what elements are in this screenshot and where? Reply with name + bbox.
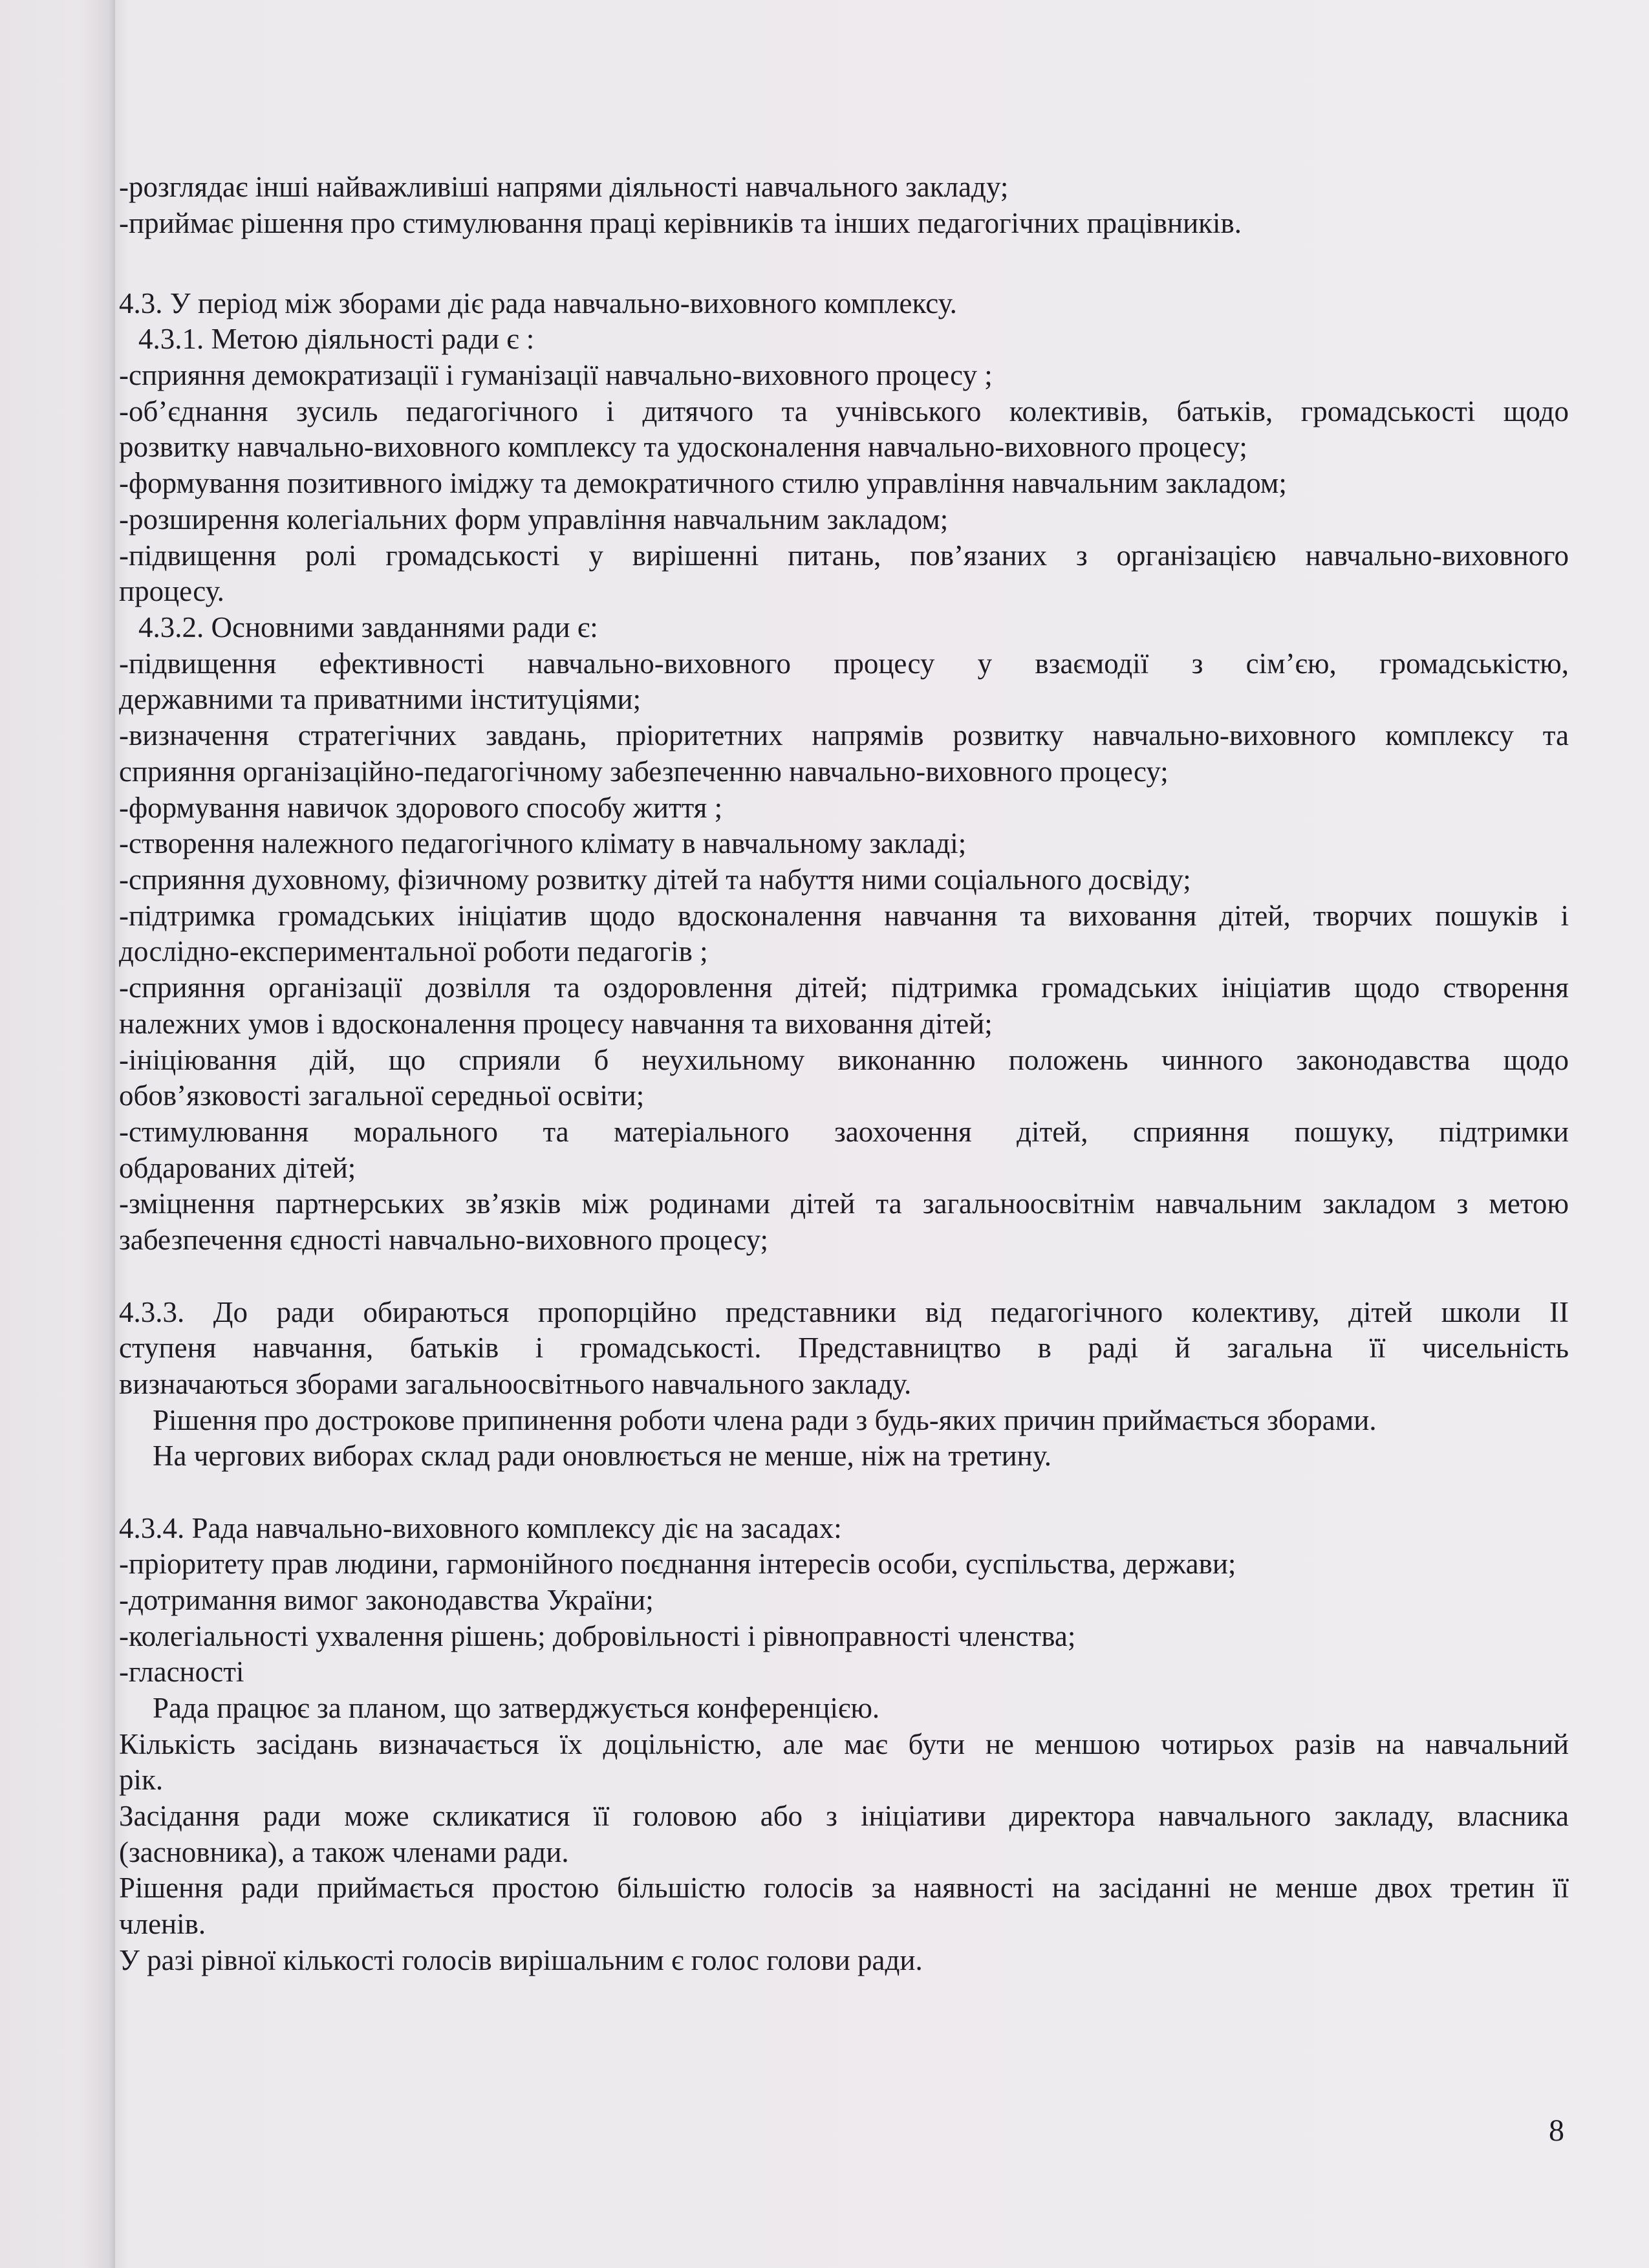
text-line: розвитку навчально-виховного комплексу та удосконалення навчально-виховного процесу; xyxy=(119,431,1247,463)
text-line: Рада працює за планом, що затверджується конференцією. xyxy=(153,1692,880,1724)
text-line: -створення належного педагогічного клімату в навчальному закладі; xyxy=(119,827,967,859)
text-line: -приймає рішення про стимулювання праці керівників та інших педагогічних працівників. xyxy=(119,207,1242,239)
text-line: рік. xyxy=(119,1764,164,1796)
text-line: -підтримка громадських ініціатив щодо вдосконалення навчання та виховання дітей, творчих пошуків і xyxy=(119,900,1569,932)
text-line: процесу. xyxy=(119,575,224,607)
text-line: (засновника), а також членами ради. xyxy=(119,1836,569,1868)
text-line: визначаються зборами загальноосвітнього навчального закладу. xyxy=(119,1368,912,1400)
text-line: -визначення стратегічних завдань, пріоритетних напрямів розвитку навчально-виховного комплексу та xyxy=(119,719,1569,751)
text-line: -сприяння демократизації і гуманізації навчально-виховного процесу ; xyxy=(119,359,993,391)
text-line: -дотримання вимог законодавства України; xyxy=(119,1584,654,1616)
text-line: обов’язковості загальної середньої освіти; xyxy=(119,1079,645,1112)
page-number: 8 xyxy=(1549,2113,1564,2148)
subsection-heading: 4.3.4. Рада навчально-виховного комплексу діє на засадах: xyxy=(119,1512,842,1544)
text-line: -колегіальності ухвалення рішень; добровільності і рівноправності членства; xyxy=(119,1620,1076,1652)
section-heading: 4.3. У період між зборами діє рада навчально-виховного комплексу. xyxy=(119,287,957,319)
text-line: -формування позитивного іміджу та демократичного стилю управління навчальним закладом; xyxy=(119,467,1287,499)
text-line: Засідання ради може скликатися її головою або з ініціативи директора навчального закладу, власника xyxy=(119,1800,1569,1832)
text-line: державними та приватними інституціями; xyxy=(119,683,641,715)
text-line: У разі рівної кількості голосів вирішальним є голос голови ради. xyxy=(119,1944,923,1976)
text-line: забезпечення єдності навчально-виховного процесу; xyxy=(119,1224,769,1256)
text-line: Рішення про дострокове припинення роботи члена ради з будь-яких причин приймається зборами. xyxy=(153,1404,1377,1436)
subsection-paragraph: 4.3.3. До ради обираються пропорційно представники від педагогічного колективу, дітей школи ІІ xyxy=(119,1296,1569,1328)
text-line: -об’єднання зусиль педагогічного і дитячого та учнівського колективів, батьків, громадськості щодо xyxy=(119,395,1569,427)
text-line: -зміцнення партнерських зв’язків між родинами дітей та загальноосвітнім навчальним закладом з метою xyxy=(119,1187,1569,1220)
text-line: членів. xyxy=(119,1908,206,1940)
text-line: обдарованих дітей; xyxy=(119,1152,356,1184)
text-line: -розглядає інші найважливіші напрями діяльності навчального закладу; xyxy=(119,171,1009,203)
text-line: -підвищення ефективності навчально-виховного процесу у взаємодії з сім’єю, громадськістю, xyxy=(119,647,1569,680)
text-line: -стимулювання морального та матеріального заохочення дітей, сприяння пошуку, підтримки xyxy=(119,1116,1569,1148)
text-line: ступеня навчання, батьків і громадськості. Представництво в раді й загальна її чисельність xyxy=(119,1332,1569,1364)
text-line: сприяння організаційно-педагогічному забезпеченню навчально-виховного процесу; xyxy=(119,755,1169,788)
subsection-heading: 4.3.2. Основними завданнями ради є: xyxy=(138,611,598,643)
text-line: Рішення ради приймається простою більшістю голосів за наявності на засіданні не менше двох третин її xyxy=(119,1872,1569,1904)
text-line: -підвищення ролі громадськості у вирішенні питань, пов’язаних з організацією навчально-виховного xyxy=(119,539,1569,572)
text-line: -сприяння організації дозвілля та оздоровлення дітей; підтримка громадських ініціатив щодо створення xyxy=(119,971,1569,1004)
text-line: дослідно-експериментальної роботи педагогів ; xyxy=(119,935,708,967)
folded-page-edge xyxy=(0,0,115,2268)
text-line: -сприяння духовному, фізичному розвитку дітей та набуття ними соціального досвіду; xyxy=(119,863,1191,896)
text-line: -пріоритету прав людини, гармонійного поєднання інтересів особи, суспільства, держави; xyxy=(119,1548,1236,1580)
text-line: На чергових виборах склад ради оновлюється не менше, ніж на третину. xyxy=(153,1440,1051,1472)
text-line: належних умов і вдосконалення процесу навчання та виховання дітей; xyxy=(119,1008,993,1040)
text-line: -ініціювання дій, що сприяли б неухильному виконанню положень чинного законодавства щодо xyxy=(119,1044,1569,1076)
text-line: Кількість засідань визначається їх доцільністю, але має бути не меншою чотирьох разів на навчальний xyxy=(119,1728,1569,1760)
text-line: -розширення колегіальних форм управління навчальним закладом; xyxy=(119,503,949,535)
text-line: -гласності xyxy=(119,1656,244,1688)
text-line: -формування навичок здорового способу життя ; xyxy=(119,792,723,824)
subsection-heading: 4.3.1. Метою діяльності ради є : xyxy=(138,323,535,355)
